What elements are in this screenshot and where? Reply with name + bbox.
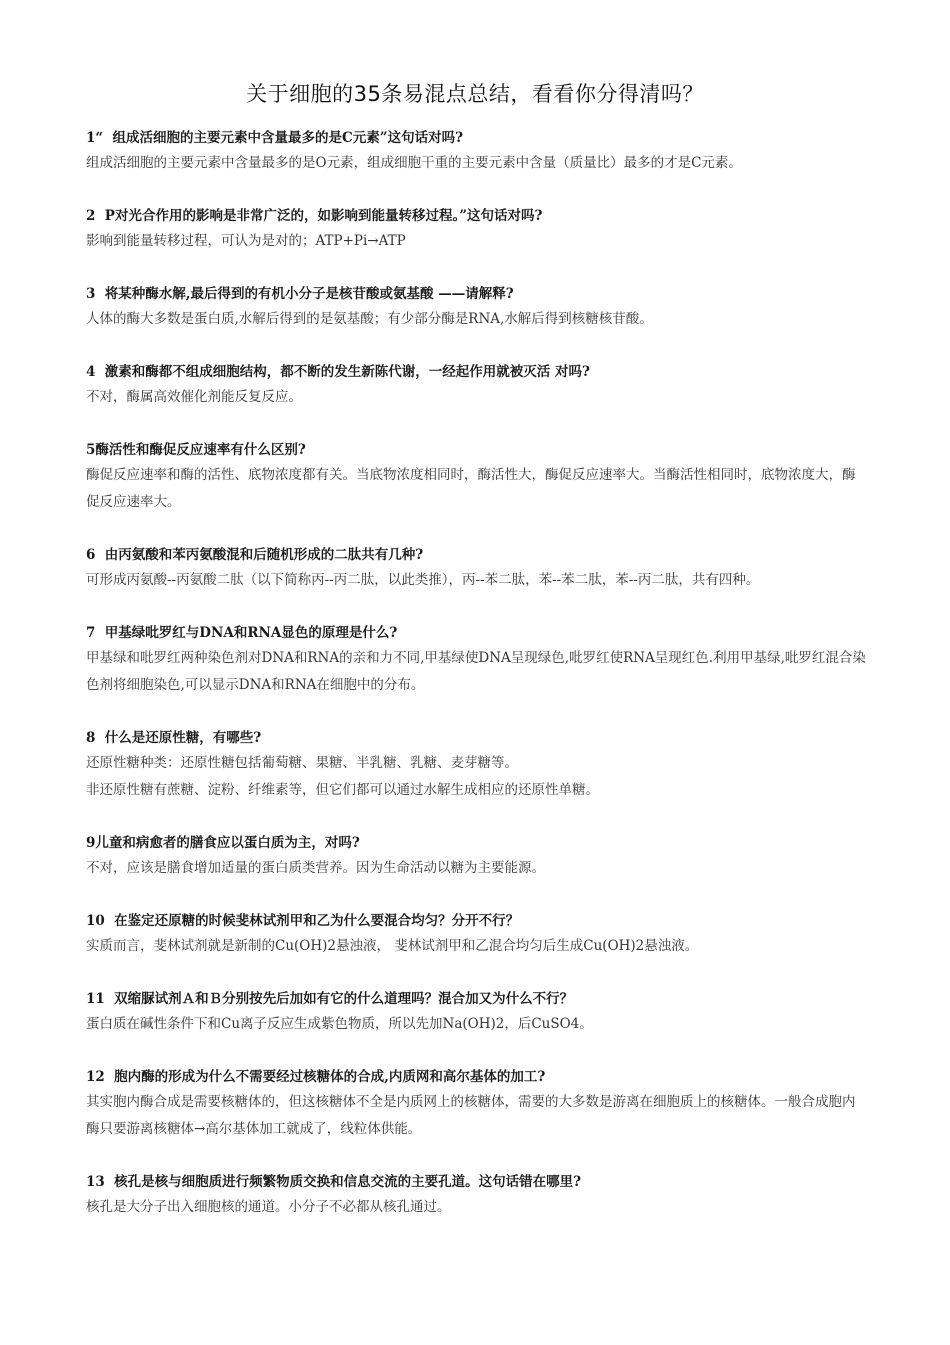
answer: 酶促反应速率和酶的活性、底物浓度都有关。当底物浓度相同时，酶活性大，酶促反应速率大。当酶活性相同时，底物浓度大，酶促反应速率大。 bbox=[86, 467, 856, 510]
qa-item-13 bbox=[86, 1170, 866, 1221]
qa-item-9 bbox=[86, 831, 866, 882]
qa-item-11 bbox=[86, 987, 866, 1038]
question: 9儿童和病愈者的膳食应以蛋白质为主，对吗? bbox=[86, 835, 360, 851]
page-title: 关于细胞的35条易混点总结，看看你分得清吗？ bbox=[246, 82, 704, 106]
question: 12 胞内酶的形成为什么不需要经过核糖体的合成,内质网和高尔基体的加工? bbox=[86, 1069, 546, 1085]
qa-list bbox=[86, 126, 866, 1248]
qa-item-7 bbox=[86, 621, 866, 699]
question: 6 由丙氨酸和苯丙氨酸混和后随机形成的二肽共有几种? bbox=[86, 547, 424, 563]
question: 1“ 组成活细胞的主要元素中含量最多的是C元素”这句话对吗? bbox=[86, 130, 463, 146]
answer: 影响到能量转移过程，可认为是对的；ATP+Pi→ATP bbox=[86, 233, 406, 249]
answer: 核孔是大分子出入细胞核的通道。小分子不必都从核孔通过。 bbox=[86, 1199, 451, 1215]
answer: 人体的酶大多数是蛋白质,水解后得到的是氨基酸；有少部分酶是RNA,水解后得到核糖核苷酸。 bbox=[86, 311, 653, 327]
answer: 实质而言，斐林试剂就是新制的Cu(OH)2悬浊液， 斐林试剂甲和乙混合均匀后生成Cu(OH)2悬浊液。 bbox=[86, 938, 699, 954]
qa-item-10 bbox=[86, 909, 866, 960]
question: 4 激素和酶都不组成细胞结构，都不断的发生新陈代谢，一经起作用就被灭活 对吗? bbox=[86, 364, 590, 380]
answer: 非还原性糖有蔗糖、淀粉、纤维素等，但它们都可以通过水解生成相应的还原性单糖。 bbox=[86, 782, 599, 798]
answer: 蛋白质在碱性条件下和Cu离子反应生成紫色物质，所以先加Na(OH)2，后CuSO4。 bbox=[86, 1016, 593, 1032]
question: 5酶活性和酶促反应速率有什么区别? bbox=[86, 442, 306, 458]
question: 3 将某种酶水解,最后得到的有机小分子是核苷酸或氨基酸 ——请解释? bbox=[86, 286, 514, 302]
question: 2 P对光合作用的影响是非常广泛的，如影响到能量转移过程。”这句话对吗? bbox=[86, 208, 543, 224]
question: 10 在鉴定还原糖的时候斐林试剂甲和乙为什么要混合均匀？分开不行？ bbox=[86, 913, 520, 929]
question: 7 甲基绿吡罗红与DNA和RNA显色的原理是什么? bbox=[86, 625, 398, 641]
question: 11 双缩脲试剂Ａ和Ｂ分别按先后加如有它的什么道理吗？混合加又为什么不行？ bbox=[86, 991, 574, 1007]
qa-item-5 bbox=[86, 438, 866, 516]
qa-item-2 bbox=[86, 204, 866, 255]
qa-item-1 bbox=[86, 126, 866, 177]
question: 8 什么是还原性糖，有哪些? bbox=[86, 730, 262, 746]
qa-item-4 bbox=[86, 360, 866, 411]
answer: 其实胞内酶合成是需要核糖体的，但这核糖体不全是内质网上的核糖体，需要的大多数是游离在细胞质上的核糖体。一般合成胞内酶只要游离核糖体→高尔基体加工就成了，线粒体供能。 bbox=[86, 1094, 856, 1137]
answer: 甲基绿和吡罗红两种染色剂对DNA和RNA的亲和力不同,甲基绿使DNA呈现绿色,吡罗红使RNA呈现红色.利用甲基绿,吡罗红混合染色剂将细胞染色,可以显示DNA和RNA在细胞中的分布。 bbox=[86, 650, 866, 693]
answer: 不对，应该是膳食增加适量的蛋白质类营养。因为生命活动以糖为主要能源。 bbox=[86, 860, 545, 876]
answer: 还原性糖种类：还原性糖包括葡萄糖、果糖、半乳糖、乳糖、麦芽糖等。 bbox=[86, 755, 518, 771]
question: 13 核孔是核与细胞质进行频繁物质交换和信息交流的主要孔道。这句话错在哪里? bbox=[86, 1174, 582, 1190]
answer: 组成活细胞的主要元素中含量最多的是O元素，组成细胞干重的主要元素中含量（质量比）最多的才是C元素。 bbox=[86, 155, 742, 171]
answer: 可形成丙氨酸--丙氨酸二肽（以下简称丙--丙二肽，以此类推），丙--苯二肽，苯--苯二肽，苯--丙二肽，共有四种。 bbox=[86, 572, 760, 588]
qa-item-8 bbox=[86, 726, 866, 804]
answer: 不对，酶属高效催化剂能反复反应。 bbox=[86, 389, 302, 405]
qa-item-3 bbox=[86, 282, 866, 333]
qa-item-6 bbox=[86, 543, 866, 594]
qa-item-12 bbox=[86, 1065, 866, 1143]
